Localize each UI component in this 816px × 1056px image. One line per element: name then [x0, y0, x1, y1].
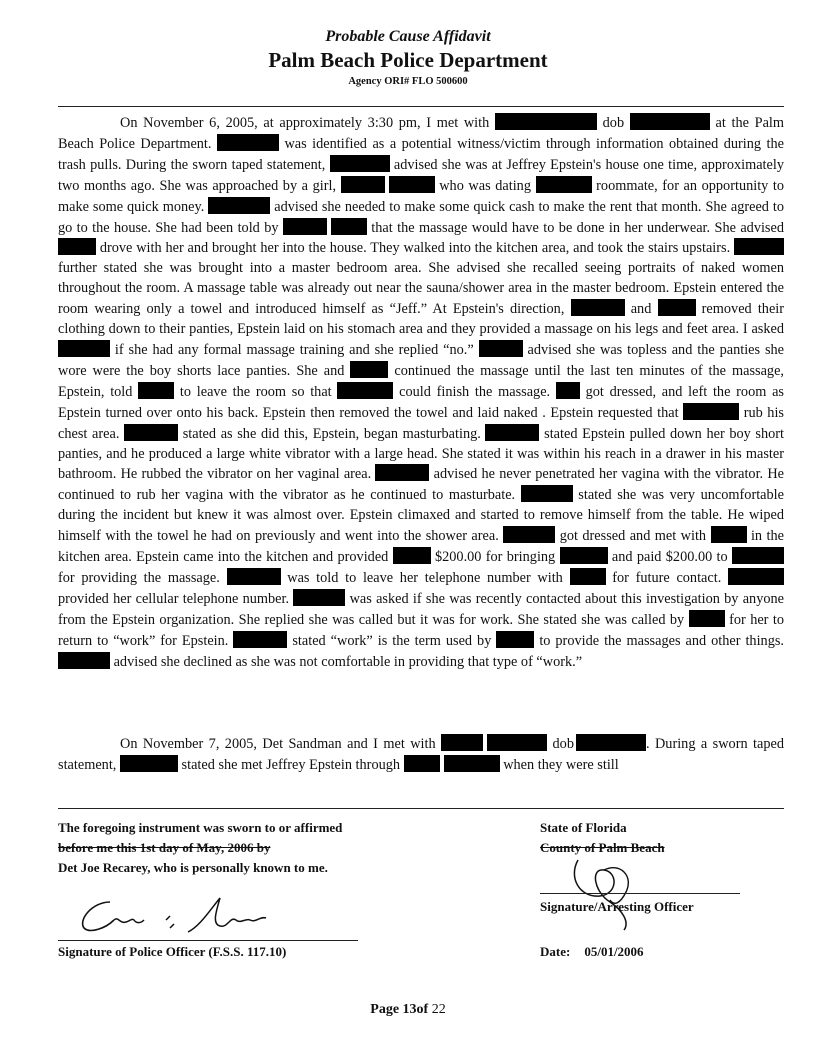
redaction [711, 526, 747, 543]
date-value: 05/01/2006 [584, 944, 644, 959]
redaction [217, 134, 279, 151]
redaction [536, 176, 592, 193]
arresting-officer-signature-graphic [560, 852, 700, 932]
redaction [495, 113, 597, 130]
page-current: 13 [402, 1002, 417, 1017]
officer-signature-label: Signature of Police Officer (F.S.S. 117.10) [58, 944, 287, 959]
redaction [521, 485, 573, 502]
redaction [441, 734, 483, 751]
redaction [560, 547, 608, 564]
header-rule [58, 106, 784, 107]
redaction [293, 589, 345, 606]
redaction [375, 464, 429, 481]
arresting-signature-line [540, 893, 740, 894]
sworn-date-text: before me this 1st day of May, 2006 by [58, 840, 271, 855]
agency-ori: Agency ORI# FLO 500600 [348, 76, 468, 87]
affidavit-title: Probable Cause Affidavit [325, 28, 491, 45]
page-prefix: Page [370, 1002, 400, 1017]
redaction [227, 568, 281, 585]
redaction [630, 113, 710, 130]
redaction [58, 238, 96, 255]
redaction [283, 218, 327, 235]
officer-signature-line [58, 940, 358, 941]
redaction [683, 403, 739, 420]
sworn-statement-line-2 [58, 840, 270, 856]
arresting-officer-label: Signature/Arresting Officer [540, 899, 694, 914]
redaction [404, 755, 440, 772]
redaction [124, 424, 178, 441]
redaction [556, 382, 580, 399]
officer-signature-graphic [70, 890, 300, 940]
page-of: of [416, 1002, 429, 1017]
department-name: Palm Beach Police Department [268, 48, 548, 72]
redaction [444, 755, 500, 772]
notary-county-text: County of Palm Beach [540, 840, 665, 855]
redaction [570, 568, 606, 585]
redaction [487, 734, 547, 751]
redaction [571, 299, 625, 316]
redaction [689, 610, 725, 627]
redaction [337, 382, 393, 399]
redaction [734, 238, 784, 255]
redaction [208, 197, 270, 214]
redaction [658, 299, 696, 316]
redaction [393, 547, 431, 564]
page-total: 22 [431, 1002, 446, 1017]
notary-state: State of Florida [540, 820, 627, 835]
redaction [728, 568, 784, 585]
redaction [496, 631, 534, 648]
narrative-paragraph-1: On November 6, 2005, at approximately 3:30 pm, I met with dob at the Palm Beach Police Department. was identified as a potential witness/victim through information obtained during the trash pulls. During the sworn taped statement, advised she was at Jeffrey Epstein's house one time, approximately two months ago. She was approached by a girl, who was dating roommate, for an opportunity to make some quick money. advised she needed to make some quick cash to make the rent that month. She agreed to go to the house. She had been told by that the massage would have to be done in her underwear. She advised drove with her and brought her into the house. They walked into the kitchen area, and took the stairs upstairs. further stated she was brought into a master bedroom area. She advised she recalled seeing portraits of naked women throughout the room. A massage table was already out near the sauna/shower area in the master bedroom. Epstein entered the room wearing only a towel and introduced himself as “Jeff.” At Epstein's direction, and removed their clothing down to their panties, Epstein laid on his stomach area and they provided a massage on his legs and feet area. I asked if she had any formal massage training and she replied “no.” advised she was topless and the panties she wore were the boy shorts lace panties. She and continued the massage until the last ten minutes of the massage, Epstein, told to leave the room so that could finish the massage. got dressed, and left the room as Epstein turned over onto his back. Epstein then removed the towel and laid naked . Epstein requested that rub his chest area. stated as she did this, Epstein, began masturbating. stated Epstein pulled down her boy short panties, and he produced a large white vibrator with a large head. She stated it was within his reach in a drawer in his master bathroom. He rubbed the vibrator on her vaginal area. advised he never penetrated her vagina with the vibrator. He continued to rub her vagina with the vibrator as he continued to masturbate. stated she was very uncomfortable during the incident but knew it was almost over. Epstein climaxed and started to remove himself from the table. He wiped himself with the towel he had on previously and went into the shower area. got dressed and met with in the kitchen area. Epstein came into the kitchen and provided $200.00 for bringing and paid $200.00 to for providing the massage. was told to leave her telephone number with for future contact. provided her cellular telephone number. was asked if she was recently contacted about this investigation by anyone from the Epstein organization. She replied she was called but it was for work. She stated she was called by for her to return to “work” for Epstein. stated “work” is the term used by to provide the massages and other things. advised she declined as she was not comfortable in providing that type of “work.” [58, 115, 785, 670]
redaction [389, 176, 435, 193]
redaction [350, 361, 388, 378]
redaction [330, 155, 390, 172]
redaction [485, 424, 539, 441]
sworn-statement-line-1: The foregoing instrument was sworn to or affirmed [58, 820, 343, 835]
redaction [479, 340, 523, 357]
signature-date [540, 944, 644, 960]
narrative-paragraph-2: On November 7, 2005, Det Sandman and I met with dob . During a sworn taped statement, stated she met Jeffrey Epstein through when they were still [58, 736, 784, 773]
redaction [120, 755, 178, 772]
redaction [58, 652, 110, 669]
page-number [0, 1002, 816, 1018]
redaction [576, 734, 646, 751]
footer-rule [58, 808, 784, 809]
redaction [58, 340, 110, 357]
redaction [341, 176, 385, 193]
redaction [233, 631, 287, 648]
redaction [331, 218, 367, 235]
redaction [503, 526, 555, 543]
redaction [732, 547, 784, 564]
redaction [138, 382, 174, 399]
date-label: Date: [540, 944, 571, 959]
sworn-statement-line-3: Det Joe Recarey, who is personally known to me. [58, 860, 328, 875]
